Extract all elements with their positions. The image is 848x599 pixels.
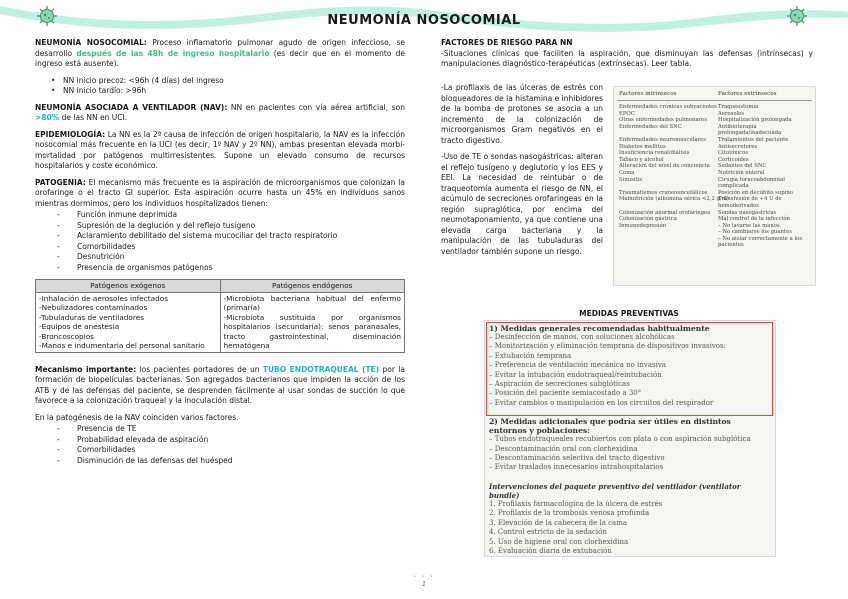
extrinsic-factor: Mal control de la infección — [718, 216, 790, 223]
intrinsic-factors-list — [619, 104, 729, 229]
page-number-dots: • • • — [412, 574, 436, 580]
nav-lead: NEUMONÍA ASOCIADA A VENTILADOR (NAV): — [35, 102, 228, 112]
list-item: • NN inicio precoz: <96h (4 días) del ingreso — [63, 76, 405, 87]
table-header: Patógenos exógenos — [36, 280, 221, 293]
measure-item: – Aspiración de secreciones subglóticas — [489, 380, 630, 389]
measure-item: 5. Uso de higiene oral con clorhexidina — [489, 537, 629, 546]
intrinsic-factor: Insuficiencia renal/diálisis — [619, 150, 690, 157]
nav-highlight: >80% — [35, 113, 60, 122]
extrinsic-factor: Cirugía toracoabdominal — [718, 176, 785, 183]
epidemiology-text: La NN es la 2ª causa de infección de origen hospitalario, la NAV es la infección nosocomial más frecuente en la UCI (es decir, 1º NAV y 2º NN), ambas presentan elevada morbi-mortalidad por patógenos multirresistentes. Supone un elevado consumo de recursos hospitalarios y coste económico. — [35, 129, 405, 170]
table-line: -Microbiota sustituida por organismos hospitalarios (secundaria): senos paranasales, tracto gastrointestinal, diseminación hematógena — [223, 312, 401, 350]
measure-item: – Tubos endotraqueales recubiertos con plata o con aspiración subglótica — [489, 435, 751, 444]
definition-highlight: después de las 48h de ingreso hospitalario — [76, 48, 270, 58]
intrinsic-factor: Sinusitis — [619, 176, 643, 183]
intrinsic-factor: Alteración del nivel de conciencia — [619, 163, 710, 170]
measure-item: 1. Profilaxis farmacológica de la úlcera de estrés — [489, 499, 663, 508]
definition-lead: NEUMONÍA NOSOCOMIAL: — [35, 38, 147, 47]
preventive-measures-image — [484, 320, 776, 557]
measures-section-2-title: 2) Medidas adicionales que podría ser útiles en distintos entornos y poblaciones: — [489, 417, 731, 436]
page-number — [0, 574, 848, 588]
list-item: - Probabilidad elevada de aspiración — [77, 435, 405, 446]
intrinsic-factor: Colonización gástrica — [619, 216, 677, 223]
measures-section-3-list — [489, 500, 771, 556]
measure-item: 4. Control estricto de la sedación — [489, 528, 607, 537]
mechanism-lead: Mecanismo importante: — [35, 364, 137, 374]
mechanism-paragraph — [35, 365, 405, 407]
endotracheal-paragraph: -Uso de TE o sondas nasogástricas: alteran el reflejo tusígeno y deglutorio y los EES y EEI. La necesidad de reintubar o de traqueotomía aumenta el riesgo de NN, el acúmulo de secreciones orofaríngeas en la región supraglótica, por encima del neumotaponamiento, ya que contiene una elevada carga bacteriana y la manipulación de las tubuladuras del ventilador también supone un riesgo. — [441, 152, 603, 256]
intrinsic-factor: Otras enfermedades pulmonares — [619, 117, 708, 124]
right-column-top — [441, 38, 813, 76]
epidemiology-paragraph — [35, 130, 405, 172]
risk-header-intrinsic: Factores intrínsecos — [619, 91, 677, 97]
intrinsic-factor: Enfermedades del SNC — [619, 123, 682, 130]
intrinsic-factor: Inmunodepresión — [619, 222, 667, 229]
table-line: -Inhalación de aerosoles infectados — [39, 293, 169, 303]
extrinsic-factor: Transfusión de +4 U de — [718, 196, 782, 203]
measure-item: 3. Elevación de la cabecera de la cama — [489, 518, 628, 527]
table-line: -Broncoscopios — [39, 331, 94, 341]
epidemiology-lead: EPIDEMIOLOGÍA: — [35, 129, 106, 139]
measures-section-2-list — [489, 435, 771, 473]
nav-tail: de las NN en UCI. — [59, 113, 128, 122]
extrinsic-factor: – No aislar correctamente a los — [718, 235, 803, 242]
measure-item: 6. Evaluación diaria de extubación — [489, 546, 612, 555]
table-header: Patógenos endógenos — [220, 280, 405, 293]
extrinsic-factor: Hospitalización prolongada — [718, 117, 792, 124]
extrinsic-factor: Antisecretores — [718, 143, 758, 150]
nav-paragraph — [35, 103, 405, 124]
extrinsic-factors-list — [718, 104, 813, 249]
left-column — [35, 38, 405, 472]
extrinsic-factor: – No cambiarse los guantes — [718, 229, 792, 236]
factors-intro: En la patogénesis de la NAV coinciden varios factores. — [35, 412, 239, 422]
extrinsic-factor: prolongada/inadecuada — [718, 130, 782, 137]
mechanism-tail: por la formación de biopelículas bacterianas. Son agregados bacterianos que impiden la acción de los ATB y de las defensas del paciente, se desprenden fácilmente al usar sondas de succión lo que favorece a la colonización traqueal y la inoculación distal. — [35, 364, 405, 405]
intrinsic-factor — [619, 130, 715, 137]
extrinsic-factor: Sedantes del SNC — [718, 163, 767, 170]
measure-item: – Evitar traslados innecesarios intrahospitalarios — [489, 463, 664, 472]
extrinsic-factor: Antibioterapia — [718, 123, 757, 130]
exogenous-cell — [36, 292, 221, 352]
intrinsic-factor — [619, 183, 715, 190]
page-number-value: 1 — [421, 580, 427, 588]
intrinsic-factor: Colonización anormal orofaríngea — [619, 209, 711, 216]
intrinsic-factor — [619, 203, 715, 210]
measure-item: 2. Profilaxis de la trombosis venosa profunda — [489, 509, 650, 518]
list-item: - Función inmune deprimida — [77, 210, 405, 221]
table-line: -Nebulizadores contaminados — [39, 303, 148, 312]
intrinsic-factor: Tabaco y alcohol — [619, 156, 664, 163]
extrinsic-factor: Traqueostomía — [718, 104, 759, 110]
extrinsic-factor: – No lavarse las manos — [718, 222, 780, 229]
measures-section-1-title: 1) Medidas generales recomendadas habitualmente — [489, 324, 710, 333]
nav-text: NN en pacientes con vía aérea artificial, son — [227, 102, 405, 112]
pathogenesis-list — [35, 210, 405, 273]
measures-section-3-title: Intervenciones del paquete preventivo del ventilador (ventilator bundle) — [489, 481, 741, 500]
prophylaxis-paragraph: -La profilaxis de las úlceras de estrés con bloqueadores de la histamina e inhibidores de la bomba de protones se asocia a un incremento de la colonización de microorganismos Gram negativos en el tracto digestivo. — [441, 83, 603, 145]
page-title: NEUMONÍA NOSOCOMIAL — [327, 13, 521, 28]
pathogenesis-paragraph — [35, 178, 405, 210]
list-item: - Comorbilidades — [77, 445, 405, 456]
right-column-text — [441, 83, 603, 263]
onset-list — [35, 76, 405, 97]
extrinsic-factor: pacientes — [718, 242, 744, 249]
intrinsic-factor: Enfermedades crónicas subyacentes — [619, 104, 718, 110]
risk-factors-table-image — [613, 86, 816, 286]
extrinsic-factor: Aerosoles — [718, 110, 745, 117]
measure-item: – Desinfección de manos, con soluciones alcohólicas — [489, 333, 675, 341]
intrinsic-factor: Enfermedades neuromusculares — [619, 136, 706, 143]
list-item: - Presencia de organismos patógenos — [77, 263, 405, 274]
intrinsic-factor: Coma — [619, 169, 635, 176]
endogenous-cell — [220, 292, 405, 352]
list-item: - Disminución de las defensas del huésped — [77, 456, 405, 467]
table-line: -Manos e indumentaria del personal sanitario — [39, 341, 205, 350]
list-item: • NN inicio tardío: >96h — [63, 86, 405, 97]
definition-text: Proceso inflamatorio pulmonar agudo de origen infeccioso, se desarrollo — [35, 38, 405, 58]
factors-list — [35, 424, 405, 466]
risk-factors-intro: -Situaciones clínicas que faciliten la aspiración, que disminuyan las defensas (intrínsecas) y manipulaciones diagnóstico-terapéuticas (extrínsecas). Leer tabla. — [441, 48, 813, 68]
measure-item: – Descontaminación oral con clorhexidina — [489, 444, 638, 453]
extrinsic-factor: hemoderivados — [718, 202, 759, 209]
extrinsic-factor: Nutrición enteral — [718, 169, 765, 176]
list-item: - Supresión de la deglución y del reflejo tusígeno — [77, 221, 405, 232]
measure-item: – Descontaminación selectiva del tracto digestivo — [489, 454, 665, 463]
extrinsic-factor: Tratamientos del paciente — [718, 136, 789, 143]
extrinsic-factor: Sondas nasogástricas — [718, 209, 777, 216]
risk-factors-title: FACTORES DE RIESGO PARA NN — [441, 38, 573, 47]
extrinsic-factor: Posición en decúbito supino — [718, 189, 793, 196]
table-line: -Tubuladuras de ventiladores — [39, 312, 145, 322]
extrinsic-factor: complicada — [718, 183, 749, 190]
intrinsic-factor: Traumatismos craneoencefálicos — [619, 189, 708, 196]
definition-tail: (es decir que en el momento de ingreso está ausente). — [35, 48, 406, 68]
preventive-measures-title: MEDIDAS PREVENTIVAS — [579, 309, 679, 318]
table-line: -Microbiota bacteriana habitual del enfermo (primaria) — [223, 293, 401, 312]
pathogens-table — [35, 279, 405, 353]
list-item: - Presencia de TE — [77, 424, 405, 435]
measure-item: – Extubación temprana — [489, 351, 572, 360]
pathogenesis-lead: PATOGENIA: — [35, 177, 86, 187]
table-line: -Equipos de anestesia — [39, 322, 120, 331]
measure-item: – Preferencia de ventilación mecánica no invasiva — [489, 361, 666, 370]
intrinsic-factor: Diabetes mellitus — [619, 143, 666, 150]
measures-section-1-list — [489, 333, 771, 408]
extrinsic-factor: Corticoides — [718, 156, 749, 163]
list-item: - Aclaramiento debilitado del sistema mucociliar del tracto respiratorio — [77, 231, 405, 242]
measure-item: – Evitar la intubación endotraqueal/reintubación — [489, 370, 662, 379]
mechanism-highlight: TUBO ENDOTRAQUEAL (TE) — [262, 364, 380, 374]
measure-item: – Evitar cambios o manipulación en los circuitos del respirador — [489, 398, 714, 407]
pathogenesis-text: El mecanismo más frecuente es la aspiración de microorganismos que colonizan la orofaringe o el tracto GI superior. Esta aspiración ocurre hasta un 45% en individuos sanos mientras dormimos, pero los individuos hospitalizados tienen: — [35, 177, 405, 208]
intrinsic-factor: Malnutrición (albúmina sérica <2,2 g/dl) — [619, 196, 729, 203]
risk-header-extrinsic: Factores extrínsecos — [718, 91, 777, 97]
mechanism-text: los pacientes portadores de un — [136, 364, 263, 374]
measure-item: – Monitorización y eliminación temprana de dispositivos invasivos: — [489, 342, 726, 351]
list-item: - Comorbilidades — [77, 242, 405, 253]
intrinsic-factor: EPOC — [619, 110, 635, 117]
definition-paragraph — [35, 38, 405, 70]
measure-item: – Posición del paciente semiacostado a 30° — [489, 389, 642, 398]
list-item: - Desnutrición — [77, 252, 405, 263]
extrinsic-factor: Citotóxicos — [718, 150, 748, 157]
